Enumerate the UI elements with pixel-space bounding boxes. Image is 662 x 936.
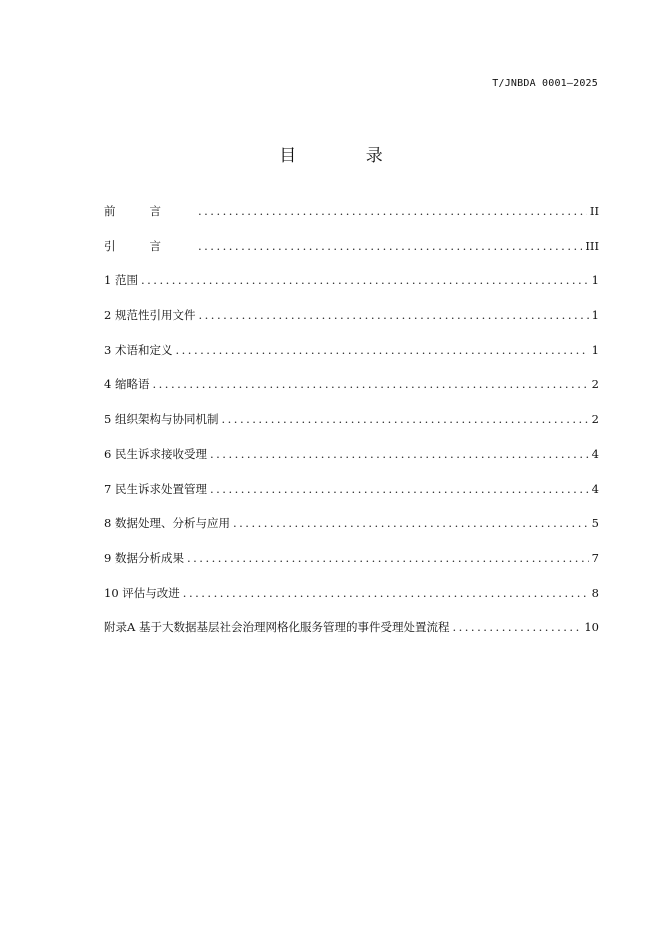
toc-entry-label: 4 缩略语	[104, 377, 150, 392]
toc-entry-request-handling[interactable]	[104, 481, 599, 516]
toc-entry-label: 附录A 基于大数据基层社会治理网格化服务管理的事件受理处置流程	[104, 620, 450, 635]
toc-entry-foreword[interactable]	[104, 203, 599, 238]
toc-entry-appendix-a[interactable]	[104, 619, 599, 654]
toc-entry-abbreviations[interactable]	[104, 376, 599, 411]
toc-entry-label: 10 评估与改进	[104, 585, 180, 600]
toc-entry-introduction[interactable]	[104, 238, 599, 273]
toc-entry-page: 1	[591, 308, 599, 323]
toc-title: 目 录	[279, 146, 415, 166]
toc-leader-dots	[175, 343, 588, 357]
toc-entry-normative-references[interactable]	[104, 307, 599, 342]
toc-entry-page: 4	[591, 481, 599, 496]
toc-entry-terms-definitions[interactable]	[104, 342, 599, 377]
toc-entry-page: 4	[591, 446, 599, 461]
table-of-contents	[104, 203, 599, 654]
toc-entry-label: 8 数据处理、分析与应用	[104, 516, 230, 531]
toc-entry-analysis-results[interactable]	[104, 550, 599, 585]
toc-leader-dots	[141, 273, 589, 287]
toc-leader-dots	[198, 308, 588, 322]
toc-entry-request-intake[interactable]	[104, 446, 599, 481]
toc-leader-dots	[187, 551, 589, 565]
toc-entry-scope[interactable]	[104, 272, 599, 307]
toc-entry-label: 前言	[104, 204, 195, 218]
toc-entry-label: 5 组织架构与协同机制	[104, 412, 219, 427]
toc-leader-dots	[198, 204, 587, 218]
toc-leader-dots	[233, 516, 589, 530]
toc-entry-page: 7	[591, 550, 599, 565]
toc-entry-page: III	[585, 238, 599, 253]
toc-entry-label: 引言	[104, 238, 195, 253]
toc-entry-page: 5	[591, 516, 599, 531]
toc-entry-data-processing[interactable]	[104, 515, 599, 550]
toc-leader-dots	[183, 586, 589, 600]
toc-entry-label: 1 范围	[104, 273, 138, 288]
toc-entry-label: 9 数据分析成果	[104, 550, 184, 565]
toc-leader-dots	[198, 239, 582, 253]
toc-leader-dots	[210, 447, 589, 461]
toc-entry-page: 1	[591, 342, 599, 357]
toc-leader-dots	[152, 377, 588, 391]
toc-entry-page: 2	[591, 377, 599, 392]
toc-entry-page: 1	[591, 273, 599, 288]
toc-entry-evaluation[interactable]	[104, 585, 599, 620]
toc-leader-dots	[452, 620, 581, 634]
toc-entry-organization[interactable]	[104, 411, 599, 446]
toc-leader-dots	[221, 412, 588, 426]
toc-entry-label: 7 民生诉求处置管理	[104, 481, 207, 496]
toc-entry-page: 10	[584, 620, 599, 635]
toc-entry-page: 8	[591, 585, 599, 600]
document-id: T/JNBDA 0001—2025	[492, 78, 598, 89]
toc-entry-label: 2 规范性引用文件	[104, 308, 196, 323]
toc-entry-label: 6 民生诉求接收受理	[104, 446, 207, 461]
toc-entry-page: 2	[591, 412, 599, 427]
toc-entry-page: II	[589, 204, 599, 218]
toc-leader-dots	[210, 482, 589, 496]
toc-entry-label: 3 术语和定义	[104, 342, 173, 357]
